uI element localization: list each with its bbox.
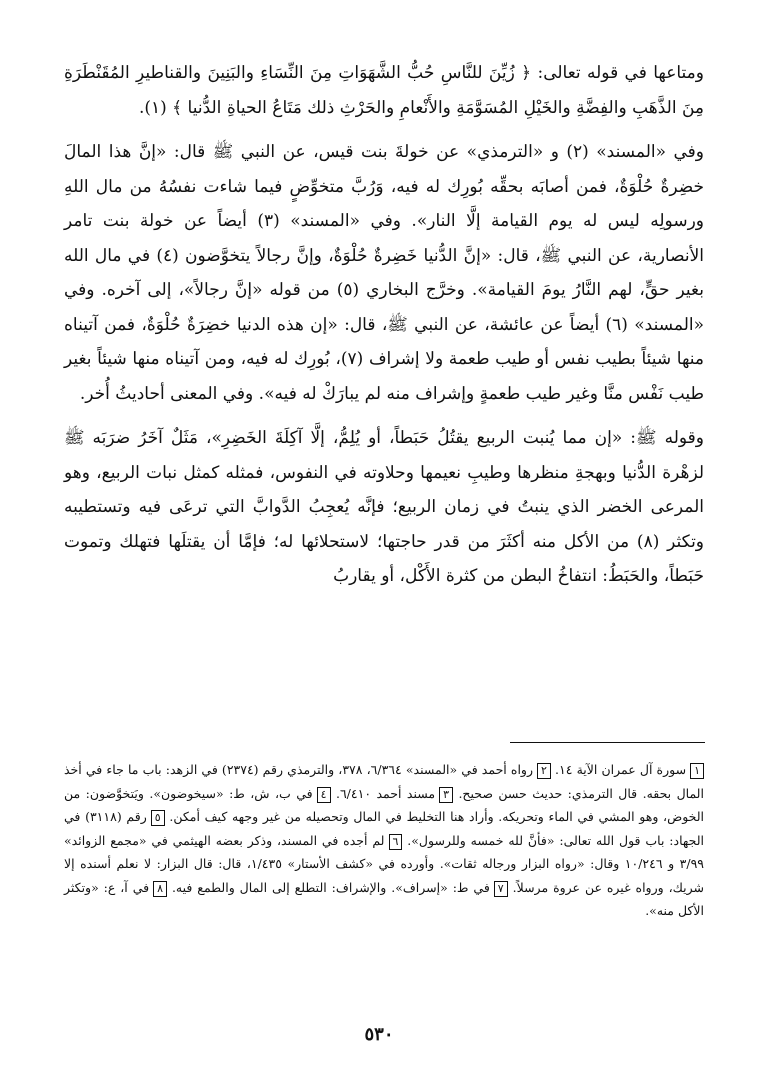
footnote-number: ٨	[153, 881, 167, 897]
footnote-text: رواه أحمد في «المسند» ٦/٣٦٤، ٣٧٨، والترمذي رقم (٢٣٧٤) في الزهد: باب ما جاء في أخذ المال بحقه. قال الترمذي: حديث حسن صحيح.	[64, 762, 704, 801]
footnote-1	[551, 762, 704, 777]
footnote-number: ٧	[494, 881, 508, 897]
footnote-number: ٢	[537, 763, 551, 779]
footnote-number: ٥	[151, 810, 165, 826]
page-number: ٥٣٠	[364, 1024, 394, 1045]
paragraph-2: وفي «المسند» (٢) و «الترمذي» عن خولةَ بنت قيس، عن النبي ﷺ قال: «إنَّ هذا المالَ خضِرةٌ حُلْوَةٌ، فمن أصابَه بحقِّه بُورِك له فيه، وَرُبَّ متخوِّضٍ فيما شاءت نفسُهُ من مال اللهِ ورسولِه ليس له يوم القيامة إلَّا النار». وفي «المسند» (٣) أيضاً عن خولة بنت تامر الأنصارية، عن النبي ﷺ، قال: «إنَّ الدُّنيا خَضِرةٌ حُلْوَةٌ، وإنَّ رجالاً يتخوَّضون (٤) في مال الله بغير حقٍّ، لهم النَّارُ يومَ القيامة». وخرَّج البخاري (٥) من قوله «إنَّ رجالاً»، إلى آخره. وفي «المسند» (٦) أيضاً عن عائشة، عن النبي ﷺ، قال: «إن هذه الدنيا خضِرَةٌ حُلْوَةٌ، فمن آتيناه منها شيئاً بطيب نفس أو طيب طعمة ولا إشراف (٧)، بُورِك له فيه، ومن آتيناه منها شيئاً بغير طيب نَفْس منَّا وغير طيب طعمةٍ وإشراف منه لم يبارَكْ له فيه». وفي المعنى أحاديثُ أُخر.	[64, 142, 705, 404]
footnote-text: في ب، ش، ط: «سيخوضون». ويَتخوَّضون: من الخوض، وهو المشي في الماء وتحريكه. وأراد هنا التخليط في المال وتحصيله من غير وجهه كيف أمكن.	[64, 785, 705, 824]
footnote-text: مسند أحمد ٦/٤١٠.	[335, 785, 436, 801]
footnote-text: في آ، ع: «وتكثر الأكل منه».	[64, 879, 704, 918]
footnote-7	[167, 880, 508, 895]
footnote-text: سورة آل عمران الآية ١٤.	[555, 762, 687, 777]
paragraph-1: ومتاعها في قوله تعالى: ﴿ زُيِّنَ للنَّاسِ حُبُّ الشَّهَوَاتِ مِنَ النِّسَاءِ والبَنِينَ والقناطيرِ المُقَنْطَرَةِ مِنَ الذَّهَبِ والفِضَّةِ والخَيْلِ المُسَوَّمَةِ والأَنْعامِ والحَرْثِ ذلك مَتَاعُ الحياةِ الدُّنيا ﴾ (١).	[64, 63, 704, 118]
paragraph-3: وقوله ﷺ: «إن مما يُنبت الربيع يقتُلُ حَبَطاً، أو يُلِمُّ، إلَّا آكِلَةَ الخَضِرِ»، مَثَلٌ آخَرُ ضرَبَه ﷺ لزهْرة الدُّنيا وبهجةِ منظرها وطيبِ نعيمها وحلاوته في النفوس، فمثله كمثل نبات الربيع، وهو المرعى الخضر الذي ينبتُ في زمان الربيع؛ فإنَّه يُعجِبُ الدَّوابَّ التي ترعَى فيه وتستطيبه وتكثر (٨) من الأكل منه أكثَرَ من قدر حاجتها؛ لاستحلائها له؛ فإمَّا أن يقتلَها فتهلك وتموت حَبَطاً، والحَبَطُ: انتفاخُ البطن من كثرة الأَكْل، أو يقاربُ	[64, 428, 705, 586]
footnotes	[64, 758, 704, 923]
footnote-number: ١	[690, 763, 704, 779]
footnote-text: في ط: «إسراف». والإشراف: التطلع إلى المال والطمع فيه.	[171, 879, 490, 895]
footnote-text: لم أجده في المسند، وذكر بعضه الهيثمي في «مجمع الزوائد» ٣/٩٩ و ١٠/٢٤٦ وقال: «رواه البزار ورجاله ثقات». وأورده في «كشف الأستار» ١/٤٣٥، قال: قال البزار: لا نعلم أسنده إلا شريك، ورواه غيره عن عروة مرسلاً.	[64, 832, 705, 895]
footnote-text: رقم (٣١١٨) في الجهاد: باب قول الله تعالى: «فأنَّ لله خمسه وللرسول».	[64, 809, 704, 848]
footnote-number: ٦	[389, 834, 403, 850]
main-text	[64, 56, 704, 604]
footnote-divider	[510, 742, 705, 743]
footnote-number: ٣	[439, 787, 453, 803]
footnote-3	[331, 786, 453, 801]
footnote-number: ٤	[317, 787, 331, 803]
